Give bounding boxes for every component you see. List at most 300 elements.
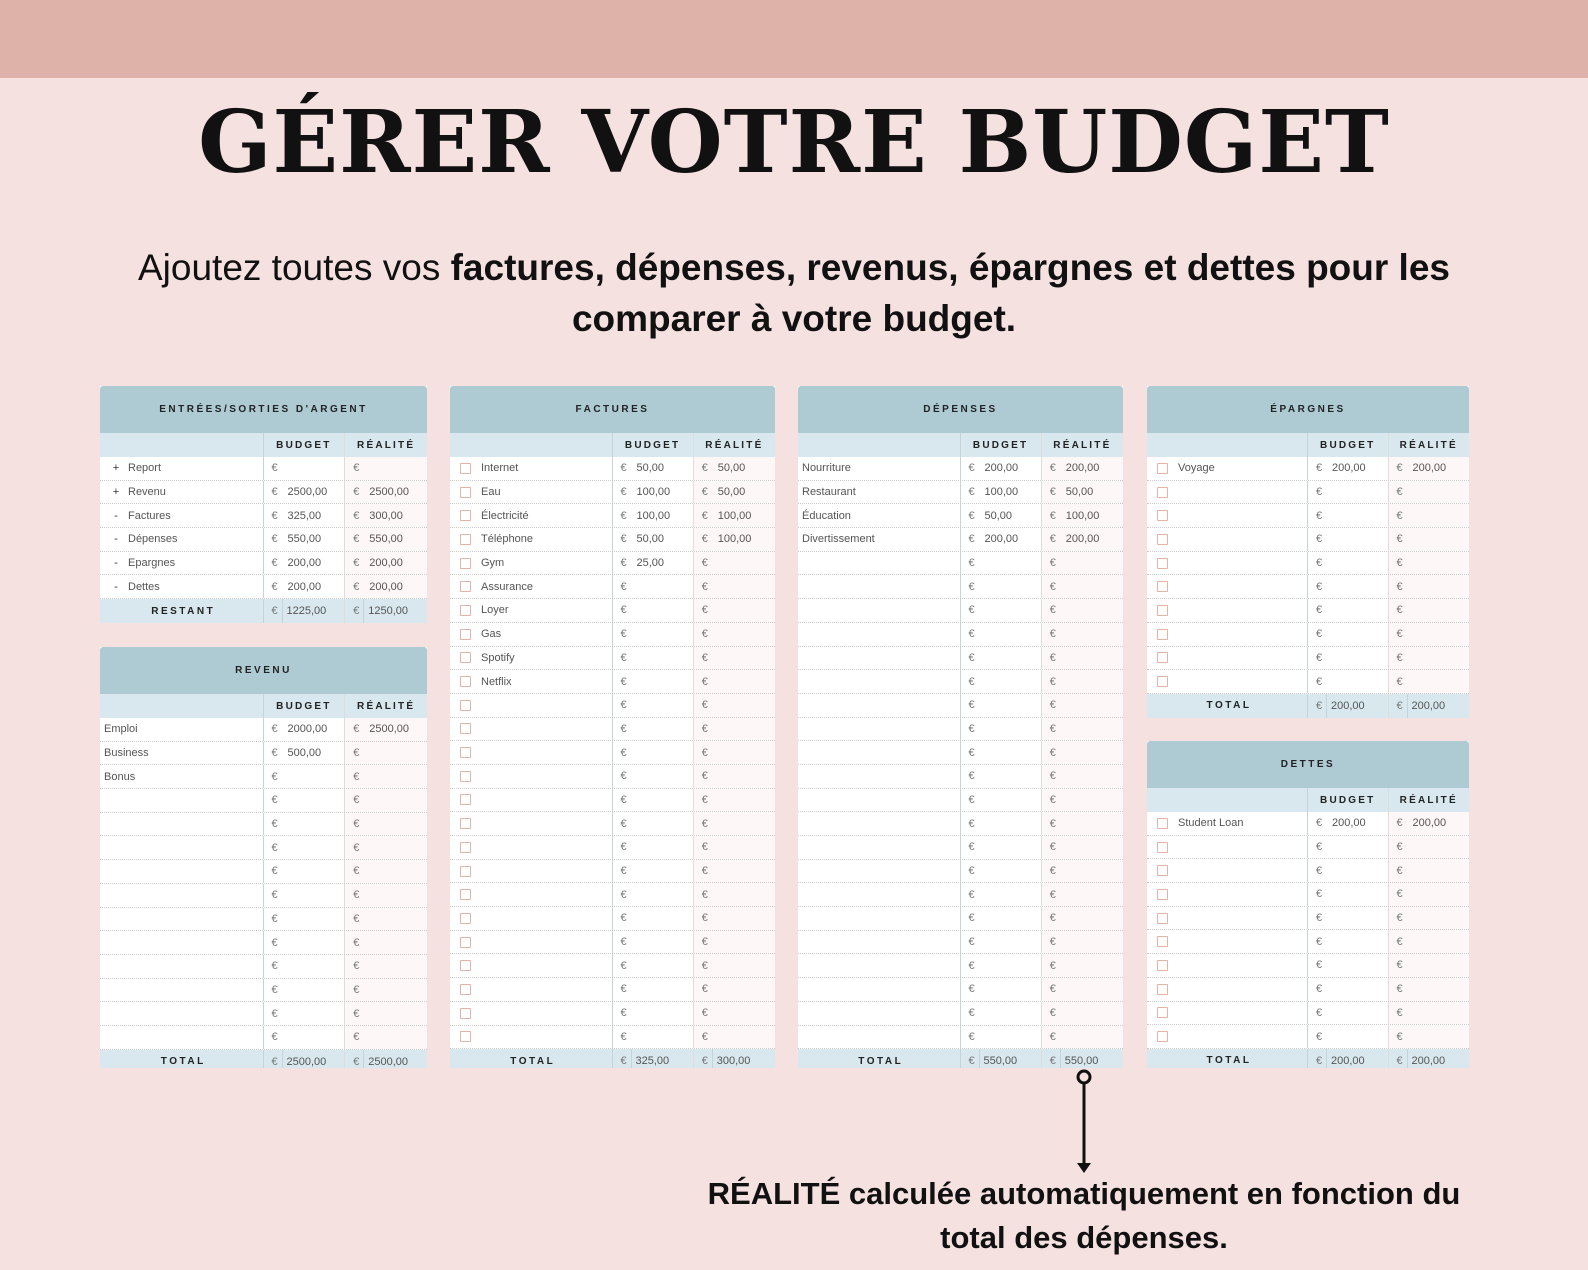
budget-cell[interactable]	[961, 1002, 1042, 1025]
reality-cell[interactable]	[694, 907, 775, 930]
label-cell[interactable]	[798, 528, 961, 551]
budget-cell[interactable]	[613, 670, 694, 693]
label-cell[interactable]	[450, 812, 613, 835]
label-cell[interactable]	[450, 836, 613, 859]
budget-cell[interactable]	[1308, 481, 1389, 504]
reality-cell[interactable]	[694, 552, 775, 575]
label-cell[interactable]	[798, 599, 961, 622]
reality-cell[interactable]	[345, 718, 427, 741]
reality-cell[interactable]	[1389, 883, 1470, 906]
checkbox[interactable]	[1157, 960, 1168, 971]
checkbox[interactable]	[1157, 865, 1168, 876]
reality-cell[interactable]	[1042, 789, 1123, 812]
reality-cell[interactable]	[1042, 1026, 1123, 1049]
label-cell[interactable]	[450, 860, 613, 883]
reality-cell[interactable]	[345, 931, 427, 954]
label-cell[interactable]	[100, 765, 264, 788]
checkbox[interactable]	[1157, 487, 1168, 498]
checkbox[interactable]	[1157, 463, 1168, 474]
reality-cell[interactable]	[1042, 883, 1123, 906]
budget-cell[interactable]	[613, 694, 694, 717]
reality-cell[interactable]	[1042, 741, 1123, 764]
checkbox[interactable]	[460, 676, 471, 687]
reality-cell[interactable]	[694, 812, 775, 835]
checkbox[interactable]	[1157, 842, 1168, 853]
label-cell[interactable]	[1147, 623, 1308, 646]
label-cell[interactable]	[100, 481, 264, 504]
label-cell[interactable]	[798, 883, 961, 906]
label-cell[interactable]	[450, 623, 613, 646]
label-cell[interactable]	[450, 694, 613, 717]
reality-cell[interactable]	[1042, 623, 1123, 646]
label-cell[interactable]	[798, 504, 961, 527]
label-cell[interactable]	[450, 718, 613, 741]
label-cell[interactable]	[1147, 812, 1308, 835]
label-cell[interactable]	[1147, 647, 1308, 670]
checkbox[interactable]	[1157, 818, 1168, 829]
label-cell[interactable]	[100, 908, 264, 931]
checkbox[interactable]	[460, 747, 471, 758]
checkbox[interactable]	[1157, 534, 1168, 545]
reality-cell[interactable]	[694, 765, 775, 788]
checkbox[interactable]	[460, 510, 471, 521]
budget-cell[interactable]	[613, 836, 694, 859]
budget-cell[interactable]	[264, 457, 346, 480]
label-cell[interactable]	[450, 504, 613, 527]
reality-cell[interactable]	[345, 908, 427, 931]
checkbox[interactable]	[460, 700, 471, 711]
reality-cell[interactable]	[345, 789, 427, 812]
budget-cell[interactable]	[1308, 930, 1389, 953]
reality-cell[interactable]	[1042, 1002, 1123, 1025]
reality-cell[interactable]	[1042, 552, 1123, 575]
budget-cell[interactable]	[264, 742, 346, 765]
reality-cell[interactable]	[1042, 504, 1123, 527]
checkbox[interactable]	[460, 558, 471, 569]
budget-cell[interactable]	[613, 1026, 694, 1049]
budget-cell[interactable]	[1308, 528, 1389, 551]
reality-cell[interactable]	[1042, 599, 1123, 622]
budget-cell[interactable]	[1308, 836, 1389, 859]
budget-cell[interactable]	[1308, 907, 1389, 930]
budget-cell[interactable]	[264, 789, 346, 812]
budget-cell[interactable]	[1308, 457, 1389, 480]
reality-cell[interactable]	[694, 883, 775, 906]
reality-cell[interactable]	[694, 741, 775, 764]
budget-cell[interactable]	[961, 789, 1042, 812]
budget-cell[interactable]	[961, 883, 1042, 906]
budget-cell[interactable]	[613, 954, 694, 977]
checkbox[interactable]	[460, 723, 471, 734]
reality-cell[interactable]	[1042, 765, 1123, 788]
budget-cell[interactable]	[1308, 670, 1389, 693]
label-cell[interactable]	[100, 836, 264, 859]
checkbox[interactable]	[460, 1008, 471, 1019]
label-cell[interactable]	[798, 481, 961, 504]
reality-cell[interactable]	[345, 457, 427, 480]
budget-cell[interactable]	[264, 813, 346, 836]
label-cell[interactable]	[450, 670, 613, 693]
checkbox[interactable]	[460, 842, 471, 853]
checkbox[interactable]	[1157, 936, 1168, 947]
budget-cell[interactable]	[264, 1026, 346, 1049]
label-cell[interactable]	[798, 694, 961, 717]
label-cell[interactable]	[798, 718, 961, 741]
label-cell[interactable]	[798, 836, 961, 859]
checkbox[interactable]	[460, 605, 471, 616]
budget-cell[interactable]	[1308, 1025, 1389, 1048]
reality-cell[interactable]	[1042, 978, 1123, 1001]
budget-cell[interactable]	[961, 670, 1042, 693]
label-cell[interactable]	[1147, 859, 1308, 882]
label-cell[interactable]	[798, 954, 961, 977]
label-cell[interactable]	[798, 931, 961, 954]
budget-cell[interactable]	[613, 457, 694, 480]
budget-cell[interactable]	[613, 504, 694, 527]
budget-cell[interactable]	[264, 884, 346, 907]
reality-cell[interactable]	[1042, 528, 1123, 551]
label-cell[interactable]	[798, 860, 961, 883]
budget-cell[interactable]	[961, 765, 1042, 788]
label-cell[interactable]	[450, 931, 613, 954]
budget-cell[interactable]	[1308, 647, 1389, 670]
label-cell[interactable]	[450, 575, 613, 598]
checkbox[interactable]	[1157, 558, 1168, 569]
budget-cell[interactable]	[1308, 575, 1389, 598]
budget-cell[interactable]	[264, 504, 346, 527]
budget-cell[interactable]	[961, 623, 1042, 646]
budget-cell[interactable]	[264, 575, 346, 598]
budget-cell[interactable]	[961, 907, 1042, 930]
budget-cell[interactable]	[264, 979, 346, 1002]
label-cell[interactable]	[100, 789, 264, 812]
reality-cell[interactable]	[1389, 836, 1470, 859]
label-cell[interactable]	[1147, 978, 1308, 1001]
label-cell[interactable]	[450, 741, 613, 764]
budget-cell[interactable]	[613, 575, 694, 598]
budget-cell[interactable]	[1308, 599, 1389, 622]
budget-cell[interactable]	[613, 647, 694, 670]
reality-cell[interactable]	[1389, 575, 1470, 598]
label-cell[interactable]	[1147, 575, 1308, 598]
reality-cell[interactable]	[1389, 504, 1470, 527]
label-cell[interactable]	[1147, 954, 1308, 977]
label-cell[interactable]	[798, 907, 961, 930]
label-cell[interactable]	[1147, 670, 1308, 693]
label-cell[interactable]	[100, 955, 264, 978]
reality-cell[interactable]	[694, 694, 775, 717]
checkbox[interactable]	[460, 534, 471, 545]
label-cell[interactable]	[1147, 883, 1308, 906]
label-cell[interactable]	[798, 647, 961, 670]
budget-cell[interactable]	[264, 1002, 346, 1025]
budget-cell[interactable]	[961, 931, 1042, 954]
reality-cell[interactable]	[1389, 599, 1470, 622]
budget-cell[interactable]	[961, 741, 1042, 764]
label-cell[interactable]	[798, 1002, 961, 1025]
budget-cell[interactable]	[961, 1026, 1042, 1049]
label-cell[interactable]	[450, 1026, 613, 1049]
label-cell[interactable]	[450, 978, 613, 1001]
label-cell[interactable]	[100, 813, 264, 836]
label-cell[interactable]	[1147, 552, 1308, 575]
checkbox[interactable]	[460, 818, 471, 829]
budget-cell[interactable]	[613, 931, 694, 954]
reality-cell[interactable]	[1389, 1025, 1470, 1048]
reality-cell[interactable]	[694, 836, 775, 859]
label-cell[interactable]	[450, 599, 613, 622]
budget-cell[interactable]	[613, 765, 694, 788]
budget-cell[interactable]	[264, 481, 346, 504]
reality-cell[interactable]	[345, 765, 427, 788]
budget-cell[interactable]	[264, 908, 346, 931]
budget-cell[interactable]	[961, 978, 1042, 1001]
budget-cell[interactable]	[961, 552, 1042, 575]
budget-cell[interactable]	[1308, 1002, 1389, 1025]
label-cell[interactable]	[100, 742, 264, 765]
reality-cell[interactable]	[694, 954, 775, 977]
reality-cell[interactable]	[694, 528, 775, 551]
budget-cell[interactable]	[264, 836, 346, 859]
checkbox[interactable]	[460, 913, 471, 924]
checkbox[interactable]	[1157, 581, 1168, 592]
budget-cell[interactable]	[1308, 812, 1389, 835]
budget-cell[interactable]	[613, 741, 694, 764]
budget-cell[interactable]	[264, 718, 346, 741]
label-cell[interactable]	[798, 623, 961, 646]
checkbox[interactable]	[1157, 676, 1168, 687]
budget-cell[interactable]	[613, 623, 694, 646]
reality-cell[interactable]	[1042, 907, 1123, 930]
reality-cell[interactable]	[1389, 457, 1470, 480]
reality-cell[interactable]	[1042, 718, 1123, 741]
reality-cell[interactable]	[1389, 481, 1470, 504]
checkbox[interactable]	[460, 652, 471, 663]
reality-cell[interactable]	[345, 504, 427, 527]
checkbox[interactable]	[460, 1031, 471, 1042]
checkbox[interactable]	[460, 937, 471, 948]
reality-cell[interactable]	[1389, 812, 1470, 835]
reality-cell[interactable]	[1389, 670, 1470, 693]
reality-cell[interactable]	[1389, 552, 1470, 575]
label-cell[interactable]	[798, 552, 961, 575]
checkbox[interactable]	[460, 889, 471, 900]
budget-cell[interactable]	[961, 504, 1042, 527]
budget-cell[interactable]	[613, 481, 694, 504]
label-cell[interactable]	[450, 481, 613, 504]
checkbox[interactable]	[1157, 1031, 1168, 1042]
budget-cell[interactable]	[961, 481, 1042, 504]
label-cell[interactable]	[1147, 599, 1308, 622]
label-cell[interactable]	[798, 765, 961, 788]
reality-cell[interactable]	[1042, 836, 1123, 859]
label-cell[interactable]	[100, 718, 264, 741]
reality-cell[interactable]	[694, 481, 775, 504]
budget-cell[interactable]	[961, 599, 1042, 622]
label-cell[interactable]	[798, 1026, 961, 1049]
budget-cell[interactable]	[613, 718, 694, 741]
budget-cell[interactable]	[613, 978, 694, 1001]
budget-cell[interactable]	[264, 552, 346, 575]
label-cell[interactable]	[1147, 930, 1308, 953]
label-cell[interactable]	[100, 1002, 264, 1025]
label-cell[interactable]	[450, 1002, 613, 1025]
reality-cell[interactable]	[694, 647, 775, 670]
budget-cell[interactable]	[613, 789, 694, 812]
budget-cell[interactable]	[1308, 623, 1389, 646]
reality-cell[interactable]	[345, 575, 427, 598]
budget-cell[interactable]	[613, 907, 694, 930]
budget-cell[interactable]	[961, 694, 1042, 717]
label-cell[interactable]	[1147, 836, 1308, 859]
label-cell[interactable]	[1147, 457, 1308, 480]
reality-cell[interactable]	[1042, 860, 1123, 883]
reality-cell[interactable]	[1389, 623, 1470, 646]
budget-cell[interactable]	[1308, 859, 1389, 882]
checkbox[interactable]	[1157, 913, 1168, 924]
reality-cell[interactable]	[694, 670, 775, 693]
label-cell[interactable]	[450, 647, 613, 670]
budget-cell[interactable]	[264, 528, 346, 551]
label-cell[interactable]	[450, 552, 613, 575]
reality-cell[interactable]	[694, 599, 775, 622]
reality-cell[interactable]	[345, 1026, 427, 1049]
budget-cell[interactable]	[1308, 978, 1389, 1001]
label-cell[interactable]	[798, 670, 961, 693]
budget-cell[interactable]	[613, 528, 694, 551]
label-cell[interactable]	[100, 575, 264, 598]
reality-cell[interactable]	[1042, 670, 1123, 693]
reality-cell[interactable]	[345, 742, 427, 765]
reality-cell[interactable]	[694, 931, 775, 954]
label-cell[interactable]	[798, 789, 961, 812]
budget-cell[interactable]	[613, 1002, 694, 1025]
budget-cell[interactable]	[961, 836, 1042, 859]
budget-cell[interactable]	[961, 575, 1042, 598]
budget-cell[interactable]	[1308, 552, 1389, 575]
reality-cell[interactable]	[1042, 457, 1123, 480]
checkbox[interactable]	[460, 866, 471, 877]
label-cell[interactable]	[1147, 504, 1308, 527]
label-cell[interactable]	[798, 457, 961, 480]
reality-cell[interactable]	[1389, 528, 1470, 551]
budget-cell[interactable]	[961, 860, 1042, 883]
checkbox[interactable]	[1157, 605, 1168, 616]
checkbox[interactable]	[1157, 984, 1168, 995]
reality-cell[interactable]	[694, 575, 775, 598]
label-cell[interactable]	[450, 457, 613, 480]
reality-cell[interactable]	[1042, 694, 1123, 717]
checkbox[interactable]	[1157, 1007, 1168, 1018]
reality-cell[interactable]	[345, 481, 427, 504]
reality-cell[interactable]	[345, 552, 427, 575]
reality-cell[interactable]	[345, 813, 427, 836]
label-cell[interactable]	[100, 504, 264, 527]
reality-cell[interactable]	[694, 718, 775, 741]
budget-cell[interactable]	[1308, 954, 1389, 977]
label-cell[interactable]	[100, 931, 264, 954]
label-cell[interactable]	[1147, 1025, 1308, 1048]
checkbox[interactable]	[460, 581, 471, 592]
reality-cell[interactable]	[1389, 930, 1470, 953]
reality-cell[interactable]	[345, 836, 427, 859]
reality-cell[interactable]	[1389, 954, 1470, 977]
reality-cell[interactable]	[1389, 859, 1470, 882]
label-cell[interactable]	[450, 954, 613, 977]
reality-cell[interactable]	[1042, 575, 1123, 598]
label-cell[interactable]	[798, 575, 961, 598]
budget-cell[interactable]	[1308, 504, 1389, 527]
label-cell[interactable]	[1147, 1002, 1308, 1025]
reality-cell[interactable]	[345, 884, 427, 907]
reality-cell[interactable]	[1042, 481, 1123, 504]
checkbox[interactable]	[460, 463, 471, 474]
budget-cell[interactable]	[613, 860, 694, 883]
budget-cell[interactable]	[961, 718, 1042, 741]
budget-cell[interactable]	[613, 883, 694, 906]
reality-cell[interactable]	[694, 1002, 775, 1025]
checkbox[interactable]	[460, 771, 471, 782]
label-cell[interactable]	[100, 552, 264, 575]
label-cell[interactable]	[450, 907, 613, 930]
reality-cell[interactable]	[1042, 647, 1123, 670]
reality-cell[interactable]	[694, 457, 775, 480]
checkbox[interactable]	[460, 629, 471, 640]
reality-cell[interactable]	[345, 860, 427, 883]
reality-cell[interactable]	[694, 623, 775, 646]
budget-cell[interactable]	[961, 647, 1042, 670]
reality-cell[interactable]	[1389, 978, 1470, 1001]
checkbox[interactable]	[1157, 510, 1168, 521]
reality-cell[interactable]	[345, 955, 427, 978]
reality-cell[interactable]	[694, 978, 775, 1001]
budget-cell[interactable]	[961, 528, 1042, 551]
label-cell[interactable]	[100, 979, 264, 1002]
label-cell[interactable]	[798, 741, 961, 764]
checkbox[interactable]	[460, 960, 471, 971]
label-cell[interactable]	[450, 883, 613, 906]
reality-cell[interactable]	[345, 528, 427, 551]
label-cell[interactable]	[1147, 907, 1308, 930]
label-cell[interactable]	[1147, 481, 1308, 504]
checkbox[interactable]	[460, 984, 471, 995]
reality-cell[interactable]	[694, 860, 775, 883]
checkbox[interactable]	[1157, 629, 1168, 640]
reality-cell[interactable]	[345, 979, 427, 1002]
checkbox[interactable]	[1157, 652, 1168, 663]
checkbox[interactable]	[460, 794, 471, 805]
budget-cell[interactable]	[613, 812, 694, 835]
budget-cell[interactable]	[961, 457, 1042, 480]
reality-cell[interactable]	[1389, 907, 1470, 930]
reality-cell[interactable]	[1042, 954, 1123, 977]
reality-cell[interactable]	[1042, 812, 1123, 835]
reality-cell[interactable]	[1042, 931, 1123, 954]
reality-cell[interactable]	[694, 789, 775, 812]
label-cell[interactable]	[798, 812, 961, 835]
label-cell[interactable]	[798, 978, 961, 1001]
label-cell[interactable]	[100, 860, 264, 883]
budget-cell[interactable]	[961, 812, 1042, 835]
label-cell[interactable]	[100, 1026, 264, 1049]
reality-cell[interactable]	[1389, 1002, 1470, 1025]
budget-cell[interactable]	[264, 955, 346, 978]
budget-cell[interactable]	[961, 954, 1042, 977]
budget-cell[interactable]	[1308, 883, 1389, 906]
label-cell[interactable]	[450, 765, 613, 788]
reality-cell[interactable]	[694, 1026, 775, 1049]
label-cell[interactable]	[450, 528, 613, 551]
